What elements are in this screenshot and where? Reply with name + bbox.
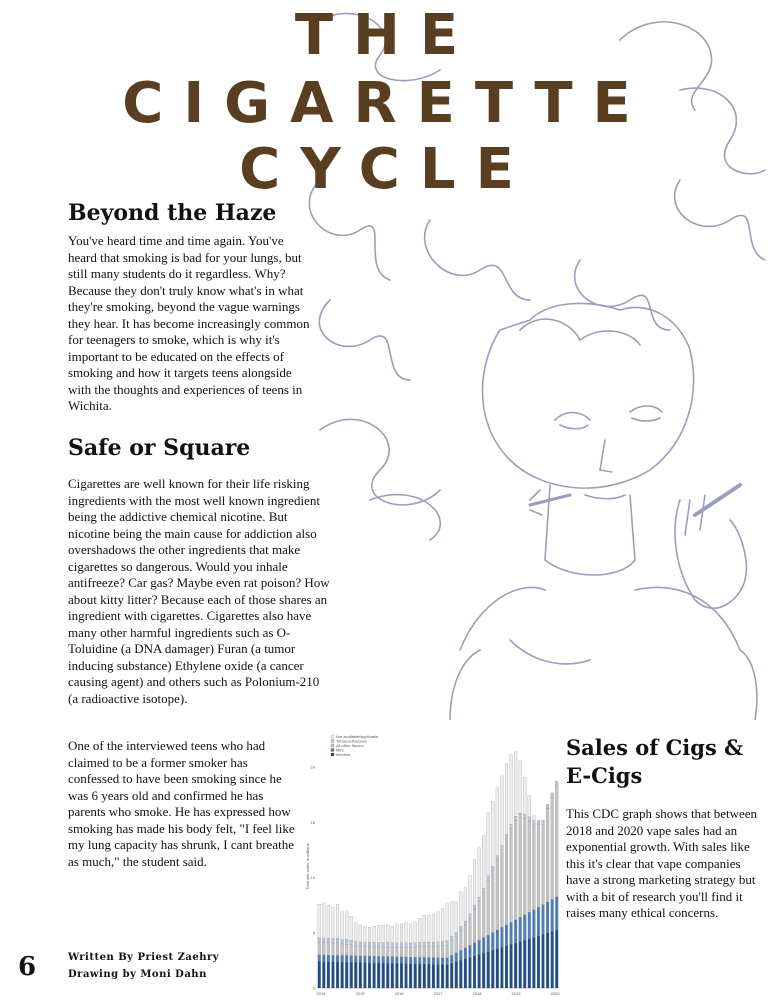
chart-bar-segment bbox=[400, 947, 403, 957]
chart-bar-segment bbox=[446, 958, 449, 965]
heading-beyond-the-haze: Beyond the Haze bbox=[68, 200, 277, 226]
chart-bar-segment bbox=[386, 963, 389, 988]
chart-bar-segment bbox=[437, 942, 440, 946]
chart-bar-segment bbox=[354, 942, 357, 946]
chart-bar-segment bbox=[514, 752, 517, 817]
chart-bar-segment bbox=[432, 958, 435, 965]
chart-bar-segment bbox=[551, 932, 554, 988]
chart-bar-segment bbox=[364, 963, 367, 988]
chart-bar-segment bbox=[473, 956, 476, 988]
chart-bar-segment bbox=[427, 915, 430, 942]
chart-bar-segment bbox=[464, 925, 467, 947]
chart-bar-segment bbox=[455, 953, 458, 962]
chart-bar-segment bbox=[473, 910, 476, 943]
chart-bar-segment bbox=[427, 964, 430, 988]
chart-bar-segment bbox=[446, 941, 449, 945]
chart-bar-segment bbox=[359, 962, 362, 988]
chart-bar-segment bbox=[423, 964, 426, 988]
chart-bar-segment bbox=[491, 871, 494, 933]
chart-legend-swatch bbox=[331, 753, 334, 756]
chart-bar-segment bbox=[368, 956, 371, 963]
cdc-sales-chart bbox=[305, 725, 563, 1000]
chart-bar-segment bbox=[478, 901, 481, 940]
chart-bar-segment bbox=[519, 917, 522, 941]
chart-bar-segment bbox=[327, 962, 330, 988]
chart-bar-segment bbox=[405, 957, 408, 964]
chart-bar-segment bbox=[459, 960, 462, 988]
chart-bar-segment bbox=[382, 925, 385, 943]
chart-x-tick-label: 2020 bbox=[550, 991, 560, 996]
chart-bar-segment bbox=[478, 940, 481, 954]
chart-bar-segment bbox=[382, 943, 385, 947]
chart-bar-segment bbox=[423, 915, 426, 942]
chart-bar-segment bbox=[555, 786, 558, 897]
chart-bar-segment bbox=[528, 817, 531, 821]
chart-bar-segment bbox=[400, 943, 403, 947]
chart-bar-segment bbox=[555, 930, 558, 988]
chart-bar-segment bbox=[373, 942, 376, 946]
heading-safe-or-square: Safe or Square bbox=[68, 435, 251, 461]
chart-bar-segment bbox=[537, 825, 540, 907]
paragraph-beyond-the-haze: You've heard time and time again. You've heard that smoking is bad for your lungs, but still many students do it regardless. Why? Because they don't truly know what's in what they're smoking, beyond the vague warnings they hear. It has become increasingly common for teenagers to smoke, which is why it's important to be educated on the effects of smoking and how it targets teens alongside with the thoughts and experiences of teens in Wichita. bbox=[68, 233, 310, 413]
chart-legend-swatch bbox=[331, 749, 334, 752]
chart-bar-segment bbox=[551, 797, 554, 899]
chart-bar-segment bbox=[400, 924, 403, 943]
chart-bar-segment bbox=[514, 943, 517, 988]
chart-bar-segment bbox=[528, 912, 531, 939]
chart-bar-segment bbox=[386, 925, 389, 943]
chart-bar-segment bbox=[473, 860, 476, 905]
chart-bar-segment bbox=[501, 850, 504, 928]
chart-bar-segment bbox=[523, 915, 526, 940]
chart-bar-segment bbox=[409, 947, 412, 957]
chart-bar-segment bbox=[382, 963, 385, 988]
chart-bar-segment bbox=[505, 925, 508, 946]
chart-bar-segment bbox=[464, 887, 467, 921]
chart-bar-segment bbox=[418, 942, 421, 946]
chart-bar-segment bbox=[350, 956, 353, 963]
chart-bar-segment bbox=[551, 900, 554, 932]
chart-bar-segment bbox=[446, 965, 449, 988]
chart-bar-segment bbox=[469, 875, 472, 913]
chart-bar-segment bbox=[318, 955, 321, 962]
chart-bar-segment bbox=[391, 947, 394, 956]
chart-bar-segment bbox=[409, 924, 412, 943]
chart-bar-segment bbox=[437, 946, 440, 957]
chart-bar-segment bbox=[364, 947, 367, 956]
chart-bar-segment bbox=[354, 923, 357, 942]
chart-bar-segment bbox=[373, 926, 376, 942]
chart-bar-segment bbox=[482, 953, 485, 988]
title-line-2: CIGARETTE bbox=[122, 71, 651, 136]
chart-bar-segment bbox=[437, 964, 440, 988]
chart-bar-segment bbox=[322, 962, 325, 988]
chart-y-tick-label: 20 bbox=[310, 764, 315, 770]
chart-bar-segment bbox=[405, 964, 408, 988]
chart-bar-segment bbox=[523, 777, 526, 814]
chart-bar-segment bbox=[523, 940, 526, 988]
chart-bar-segment bbox=[546, 809, 549, 902]
chart-bar-segment bbox=[377, 947, 380, 956]
chart-bar-segment bbox=[345, 912, 348, 940]
chart-bar-segment bbox=[391, 963, 394, 988]
chart-bar-segment bbox=[532, 816, 535, 821]
chart-bar-segment bbox=[510, 922, 513, 944]
chart-bar-segment bbox=[455, 902, 458, 933]
chart-bar-segment bbox=[469, 957, 472, 988]
chart-x-tick-label: 2018 bbox=[472, 991, 482, 996]
chart-bar-segment bbox=[322, 955, 325, 962]
artist-credit: Drawing by Moni Dahn bbox=[68, 969, 207, 980]
chart-bar-segment bbox=[505, 946, 508, 988]
chart-bar-segment bbox=[432, 914, 435, 942]
chart-bar-segment bbox=[487, 880, 490, 935]
chart-bar-segment bbox=[359, 925, 362, 942]
chart-bar-segment bbox=[405, 947, 408, 957]
chart-legend-swatch bbox=[331, 744, 334, 747]
chart-x-tick-label: 2015 bbox=[355, 991, 365, 996]
chart-bar-segment bbox=[546, 933, 549, 988]
chart-bar-segment bbox=[469, 918, 472, 945]
chart-bar-segment bbox=[327, 938, 330, 942]
chart-bar-segment bbox=[345, 956, 348, 963]
chart-x-tick-label: 2016 bbox=[394, 991, 404, 996]
chart-bar-segment bbox=[469, 914, 472, 918]
chart-bar-segment bbox=[519, 942, 522, 988]
chart-bar-segment bbox=[350, 940, 353, 944]
chart-bar-segment bbox=[496, 856, 499, 860]
chart-bar-segment bbox=[482, 888, 485, 892]
chart-bar-segment bbox=[350, 916, 353, 940]
chart-bar-segment bbox=[542, 825, 545, 905]
chart-bar-segment bbox=[505, 764, 508, 835]
chart-bar-segment bbox=[473, 943, 476, 956]
chart-y-tick-label: 10 bbox=[310, 875, 315, 881]
chart-bar-segment bbox=[491, 801, 494, 866]
chart-bar-segment bbox=[427, 942, 430, 946]
chart-bar-segment bbox=[482, 836, 485, 889]
chart-bar-segment bbox=[551, 793, 554, 797]
chart-bar-segment bbox=[441, 941, 444, 945]
chart-bar-segment bbox=[327, 905, 330, 938]
chart-bar-segment bbox=[345, 944, 348, 955]
chart-bar-segment bbox=[391, 957, 394, 964]
chart-bar-segment bbox=[336, 938, 339, 942]
chart-x-tick-label: 2017 bbox=[433, 991, 443, 996]
chart-bar-segment bbox=[441, 946, 444, 958]
paragraph-teen-interview: One of the interviewed teens who had claimed to be a former smoker has confessed to have been smoking since he was 6 years old and confirmed he has parents who smoke. He has expressed how smoking has made his body felt, "I feel like my lung capacity has shrunk, I cant breathe as much," the student said. bbox=[68, 738, 295, 869]
chart-bar-segment bbox=[336, 955, 339, 962]
chart-bar-segment bbox=[459, 931, 462, 951]
chart-bar-segment bbox=[332, 939, 335, 943]
chart-bar-segment bbox=[555, 897, 558, 930]
chart-bar-segment bbox=[478, 955, 481, 988]
chart-bar-segment bbox=[423, 957, 426, 964]
chart-bar-segment bbox=[519, 818, 522, 918]
chart-bar-segment bbox=[414, 922, 417, 943]
writer-credit: Written By Priest Zaehry bbox=[68, 952, 220, 963]
title-line-1: THE bbox=[294, 3, 479, 68]
chart-bar-segment bbox=[368, 943, 371, 947]
chart-bar-segment bbox=[382, 956, 385, 963]
chart-bar-segment bbox=[542, 934, 545, 988]
chart-bar-segment bbox=[373, 963, 376, 988]
chart-bar-segment bbox=[336, 943, 339, 956]
chart-bar-segment bbox=[341, 962, 344, 988]
chart-bar-segment bbox=[423, 942, 426, 946]
chart-bar-segment bbox=[501, 947, 504, 988]
chart-bar-segment bbox=[327, 943, 330, 955]
chart-bar-segment bbox=[345, 940, 348, 944]
chart-bar-segment bbox=[395, 957, 398, 964]
chart-bar-segment bbox=[459, 892, 462, 926]
chart-bar-segment bbox=[437, 912, 440, 942]
chart-bar-segment bbox=[341, 912, 344, 940]
chart-bar-segment bbox=[391, 943, 394, 947]
chart-bar-segment bbox=[514, 920, 517, 943]
chart-y-tick-label: 5 bbox=[312, 930, 315, 936]
chart-bar-segment bbox=[546, 902, 549, 933]
chart-bar-segment bbox=[341, 955, 344, 962]
chart-legend-swatch bbox=[331, 740, 334, 743]
chart-bar-segment bbox=[354, 946, 357, 956]
chart-bar-segment bbox=[523, 819, 526, 915]
chart-bar-segment bbox=[496, 949, 499, 988]
chart-bar-segment bbox=[318, 904, 321, 938]
chart-bar-segment bbox=[537, 936, 540, 988]
chart-bar-segment bbox=[418, 947, 421, 957]
chart-bar-segment bbox=[491, 950, 494, 988]
chart-bar-segment bbox=[418, 964, 421, 988]
chart-bar-segment bbox=[441, 958, 444, 965]
chart-bar-segment bbox=[455, 962, 458, 988]
chart-bar-segment bbox=[386, 957, 389, 964]
chart-bar-segment bbox=[450, 902, 453, 937]
chart-bar-segment bbox=[491, 867, 494, 871]
chart-legend-label: Not available/applicable bbox=[336, 734, 379, 739]
chart-bar-segment bbox=[400, 957, 403, 964]
chart-bar-segment bbox=[437, 958, 440, 965]
chart-bar-segment bbox=[496, 930, 499, 949]
chart-bar-segment bbox=[364, 926, 367, 942]
chart-bar-segment bbox=[528, 939, 531, 988]
chart-bar-segment bbox=[318, 961, 321, 988]
chart-bar-segment bbox=[432, 964, 435, 988]
chart-y-axis-label: Total unit sales, in millions bbox=[305, 843, 310, 890]
chart-bar-segment bbox=[455, 937, 458, 953]
chart-bar-segment bbox=[528, 796, 531, 817]
chart-legend-label: Tobacco-flavored bbox=[336, 738, 367, 744]
chart-bar-segment bbox=[441, 964, 444, 988]
chart-bar-segment bbox=[514, 816, 517, 820]
chart-bar-segment bbox=[496, 787, 499, 856]
chart-bar-segment bbox=[364, 942, 367, 946]
chart-bar-segment bbox=[459, 950, 462, 960]
chart-bar-segment bbox=[405, 943, 408, 947]
chart-bar-segment bbox=[386, 947, 389, 956]
chart-bar-segment bbox=[332, 955, 335, 962]
chart-bar-segment bbox=[459, 926, 462, 930]
chart-bar-segment bbox=[537, 907, 540, 936]
chart-bar-segment bbox=[391, 926, 394, 943]
chart-bar-segment bbox=[359, 942, 362, 946]
chart-bar-segment bbox=[418, 918, 421, 942]
chart-bar-segment bbox=[542, 905, 545, 935]
chart-bar-segment bbox=[354, 956, 357, 963]
paragraph-sales-of-cigs: This CDC graph shows that between 2018 and 2020 vape sales had an exponential growth. With sales like this it's clear that vape companies have a strong marketing strategy but with a bit of research you'll find it raises many ethical concerns. bbox=[566, 806, 758, 920]
chart-bar-segment bbox=[377, 956, 380, 963]
chart-bar-segment bbox=[395, 963, 398, 988]
chart-bar-segment bbox=[478, 897, 481, 901]
chart-bar-segment bbox=[414, 957, 417, 964]
chart-bar-segment bbox=[377, 963, 380, 988]
chart-bar-segment bbox=[395, 943, 398, 947]
chart-legend-label: All other flavors bbox=[336, 743, 364, 748]
chart-bar-segment bbox=[501, 845, 504, 849]
chart-bar-segment bbox=[546, 804, 549, 808]
chart-x-tick-label: 2019 bbox=[511, 991, 521, 996]
chart-bar-segment bbox=[322, 938, 325, 942]
chart-bar-segment bbox=[482, 893, 485, 938]
chart-bar-segment bbox=[336, 904, 339, 938]
chart-bar-segment bbox=[510, 824, 513, 828]
chart-bar-segment bbox=[368, 963, 371, 988]
paragraph-safe-or-square: Cigarettes are well known for their life risking ingredients with the most well known ingredient being the addictive chemical nicotine. But nicotine being the main cause for addiction also overshadows the other ingredients that make cigarettes so dangerous. Would you inhale antifreeze? Car gas? Maybe even rat poison? How about kitty litter? Because each of those shares an ingredient with cigarettes. Cigarettes also have many other harmful ingredients such as O-Toluidine (a DNA damager) Furan (a tumor inducing substance) Ethylene oxide (a cancer causing agent) and others such as Polonium-210 (a radioactive isotope). bbox=[68, 476, 330, 706]
chart-bar-segment bbox=[409, 964, 412, 988]
chart-bar-segment bbox=[487, 812, 490, 876]
chart-bar-segment bbox=[450, 955, 453, 963]
chart-bar-segment bbox=[386, 943, 389, 947]
chart-bar-segment bbox=[377, 925, 380, 942]
chart-bar-segment bbox=[478, 848, 481, 897]
chart-bar-segment bbox=[395, 924, 398, 943]
chart-bar-segment bbox=[510, 755, 513, 824]
chart-bar-segment bbox=[532, 937, 535, 988]
chart-bar-segment bbox=[555, 781, 558, 785]
chart-bar-segment bbox=[345, 962, 348, 988]
chart-bar-segment bbox=[332, 962, 335, 988]
chart-bar-segment bbox=[414, 943, 417, 947]
chart-bar-segment bbox=[336, 962, 339, 988]
chart-bar-segment bbox=[368, 947, 371, 956]
chart-bar-segment bbox=[510, 829, 513, 923]
chart-bar-segment bbox=[523, 814, 526, 818]
chart-bar-segment bbox=[405, 923, 408, 943]
chart-bar-segment bbox=[528, 821, 531, 912]
chart-bar-segment bbox=[382, 947, 385, 956]
chart-bar-segment bbox=[418, 957, 421, 964]
chart-bar-segment bbox=[359, 956, 362, 963]
chart-bar-segment bbox=[487, 876, 490, 880]
chart-y-tick-label: 0 bbox=[312, 985, 315, 991]
chart-legend-swatch bbox=[331, 735, 334, 738]
chart-bar-segment bbox=[400, 963, 403, 988]
chart-bar-segment bbox=[469, 945, 472, 957]
chart-bar-segment bbox=[414, 947, 417, 957]
chart-bar-segment bbox=[505, 834, 508, 838]
chart-bar-segment bbox=[532, 825, 535, 910]
chart-bar-segment bbox=[446, 903, 449, 941]
chart-bar-segment bbox=[464, 959, 467, 988]
chart-bar-segment bbox=[409, 943, 412, 947]
chart-bar-segment bbox=[491, 933, 494, 951]
chart-bar-segment bbox=[510, 944, 513, 988]
chart-bar-segment bbox=[464, 921, 467, 925]
chart-bar-segment bbox=[519, 813, 522, 817]
chart-bar-segment bbox=[532, 820, 535, 824]
chart-bar-segment bbox=[409, 957, 412, 964]
chart-bar-segment bbox=[368, 927, 371, 942]
chart-bar-segment bbox=[501, 776, 504, 846]
chart-bar-segment bbox=[427, 958, 430, 965]
page-number: 6 bbox=[18, 952, 37, 982]
chart-bar-segment bbox=[537, 820, 540, 824]
chart-bar-segment bbox=[327, 955, 330, 962]
chart-bar-segment bbox=[505, 839, 508, 925]
chart-x-tick-label: 2014 bbox=[316, 991, 326, 996]
chart-bar-segment bbox=[377, 942, 380, 946]
chart-bar-segment bbox=[482, 938, 485, 953]
chart-y-tick-label: 15 bbox=[310, 819, 315, 825]
chart-bar-segment bbox=[446, 945, 449, 958]
chart-bar-segment bbox=[450, 963, 453, 988]
chart-legend-label: Mint bbox=[336, 747, 344, 753]
chart-bar-segment bbox=[322, 942, 325, 955]
chart-bar-segment bbox=[332, 943, 335, 955]
chart-bar-segment bbox=[487, 952, 490, 988]
chart-bar-segment bbox=[332, 907, 335, 938]
chart-bar-segment bbox=[414, 964, 417, 988]
chart-bar-segment bbox=[318, 942, 321, 955]
heading-sales-of-cigs: Sales of Cigs & E-Cigs bbox=[566, 735, 744, 788]
chart-bar-segment bbox=[432, 942, 435, 946]
chart-bar-segment bbox=[464, 948, 467, 959]
chart-bar-segment bbox=[455, 932, 458, 936]
chart-bar-segment bbox=[350, 945, 353, 956]
chart-bar-segment bbox=[432, 947, 435, 958]
chart-bar-segment bbox=[427, 947, 430, 958]
chart-bar-segment bbox=[441, 908, 444, 941]
chart-bar-segment bbox=[373, 947, 376, 956]
chart-bar-segment bbox=[318, 938, 321, 942]
chart-bar-segment bbox=[450, 937, 453, 941]
chart-bar-segment bbox=[354, 962, 357, 988]
chart-bar-segment bbox=[341, 944, 344, 955]
chart-bar-segment bbox=[519, 760, 522, 813]
chart-bar-segment bbox=[373, 956, 376, 963]
chart-bar-segment bbox=[514, 821, 517, 920]
chart-bar-segment bbox=[423, 946, 426, 957]
chart-bar-segment bbox=[473, 905, 476, 909]
chart-bar-segment bbox=[532, 910, 535, 938]
chart-bar-segment bbox=[341, 940, 344, 944]
chart-bar-segment bbox=[542, 820, 545, 824]
chart-bar-segment bbox=[395, 947, 398, 957]
chart-bar-segment bbox=[501, 927, 504, 947]
chart-bar-segment bbox=[322, 903, 325, 938]
chart-bar-segment bbox=[450, 941, 453, 955]
chart-bar-segment bbox=[359, 946, 362, 955]
chart-bar-segment bbox=[364, 956, 367, 963]
chart-legend-label: Menthol bbox=[336, 752, 351, 757]
chart-bar-segment bbox=[487, 935, 490, 952]
chart-bar-segment bbox=[350, 962, 353, 988]
chart-bar-segment bbox=[496, 860, 499, 930]
title-line-3: CYCLE bbox=[239, 137, 534, 202]
